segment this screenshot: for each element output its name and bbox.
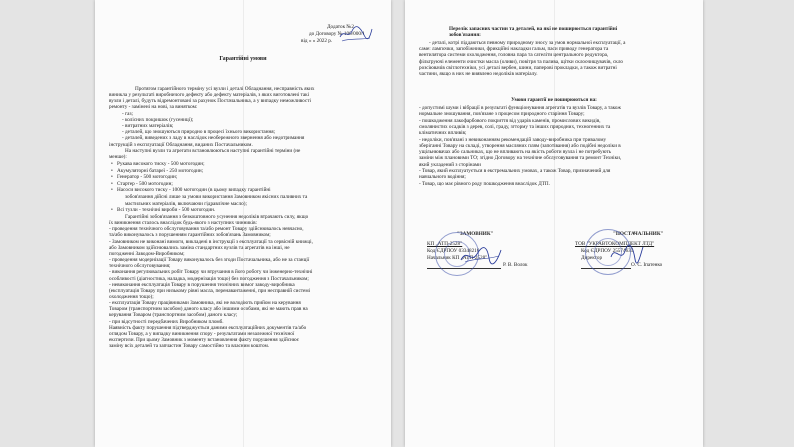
not-covered-line: нормальне зношування, пов'язане з процесом природного старіння Товару; [419,111,585,118]
contract-reference: до Договору № 100/000/1 [309,31,365,37]
body-line: їх виникнення сталось внаслідок будь-якого з наступних чинників: [109,220,257,227]
spare-parts-title-line: зобов'язання: [449,32,481,39]
document-title: Гарантійні умови [219,56,267,62]
customer-signature [459,244,503,266]
document-page-left [95,0,391,447]
not-covered-line: зберіганні Товару на складі, утворення масляних плям (запотівання) або подібні недоліки в [419,142,621,149]
not-covered-line: - Товар, що має рівного роду пошкодження внаслідок ДТП. [419,180,550,187]
body-line: - виконання регулювальних робіт Товару чи втручання в його роботу чи інженерно-технічні [109,269,313,276]
body-line: охолодження тощо); [109,293,154,300]
supplier-heading: "ПОСТАЧАЛЬНИК" [613,231,664,237]
body-line: заміну всіх деталей та запчастин Товару самостійно та власним коштом. [109,343,270,350]
bullet-icon: • [111,167,113,174]
warranty-term-item: Генератор - 500 мотогодин; [117,174,178,181]
bullet-icon: • [111,187,113,194]
body-line: та/або виконувалось з порушенням гарантійних зобов'язань Замовником; [109,232,271,239]
warranty-term-item: Стартер - 500 мотогодин; [117,180,173,187]
spare-parts-line: саме: лампочки, запобіжники, фрикційні накладки гальм, паси приводу генератора та [419,46,609,53]
not-covered-line: - пошкодження лакофарбового покриття від ударів каменів, промислових викидів, [419,117,601,124]
customer-code: Код ЄДРПОУ 03348216 [427,248,480,254]
body-line: - невиконання експлуатація Товару в порушення технічних вимог заводу-виробника [109,281,295,288]
exception-item: - витратних матеріалів; [122,123,174,130]
not-covered-line: - Товар, який експлуатується в екстремальних умовах, а також Товар, призначений для [419,168,611,174]
customer-heading: "ЗАМОВНИК" [457,231,494,237]
body-line: (експлуатація Товару при низькому рівні масла, перенавантаженні, при несправній системі [109,287,311,294]
supplier-role: Директор [581,255,603,261]
not-covered-line: який укладений з сторінами [419,161,481,168]
exception-item: - колісних покришок (гусениці); [122,117,194,124]
supplier-signature [609,243,645,265]
warranty-term-item: зобов'язання дійсні лише за умови використання Замовником якісних паливних та [125,194,308,200]
warranty-term-item: Насоси високого тиску - 1000 мотогодин (в цьому випадку гарантійні [117,187,271,194]
customer-company: КП „АТП-2528" [427,241,463,247]
bullet-icon: • [111,161,113,167]
not-covered-line: заміни між плановими ТО; згідно Договору на технічне обслуговування та ремонт Техніки, [419,155,622,162]
not-covered-title: Умови гарантії не поширюються на: [511,97,597,103]
intro-line: Протягом гарантійного терміну усі вузли і деталі Обладнання, несправність яких [135,86,315,92]
warranty-term-item: Всі тузли - технічні вироби - 500 мотогодин. [117,207,216,214]
body-line: Товаром (транспортним засобом) даного класу або іншими особами, які не мають прав на [109,306,308,313]
document-page-right [405,0,703,447]
body-line: оглядом Товару, а у випадку виникнення спору - результатами незалежної технічної [109,330,295,337]
spare-parts-line: вентилятора системи охолодження, головна пара та сателіти центрального редуктора, [419,52,609,59]
exception-item: інструкцій з експлуатації Обладнання, виданих Постачальником. [109,141,253,148]
terms-intro-line: менше): [109,154,127,161]
exception-item: - газ; [122,111,133,117]
body-line: - при відсутності передбачених Виробником пломб. [109,318,224,325]
body-line: керування Товаром (транспортним засобом) даного класу; [109,312,238,319]
customer-role: Начальник КП „АТП-2528" [427,255,488,261]
warranty-term-item: Акумуляторні батареї - 250 мотогодин; [117,167,204,174]
supplier-company: ТОВ "УКРАВТОКОМПЛЕКТ ЛТД" [575,241,655,247]
spare-parts-title-line: Перелік запасних частин та деталей, на які не поширюється гарантійні [449,26,618,32]
handwritten-contract-number [338,25,374,43]
body-line: - експлуатація Товару працівниками Замовника, які не володіють прийом на керування [109,300,301,307]
decorative-none [405,0,406,1]
body-line: експертизи. При цьому Замовник з моменту встановлення факту порушення здійснює [109,337,299,343]
bullet-icon: • [111,207,113,214]
spare-parts-line: частини, якщо в них не виявлено недоліків матеріалу. [419,71,538,77]
appendix-number: Додаток №2 [327,24,354,30]
exception-item: - деталей, виведених з ладу в наслідок необережного звернення або недотримання [122,135,305,142]
not-covered-line: - недоліки, пов'язані з невиконанням рекомендацій заводу-виробника при тривалому [419,136,607,143]
body-line: - проведення технічного обслуговування та/або ремонт Товару здійснювалось невчасно, [109,226,304,233]
exception-item: - деталей, що зношуються природно в процесі їхнього використання; [122,129,276,136]
body-line: технічного обслуговування; [109,263,171,270]
supplier-code: Код ЄДРПОУ 25574635 [581,248,634,254]
body-line: Наявність факту порушення підтверджується даними експлуатаційних документів та/або [109,324,307,331]
body-line: - проведення модернізації Товару виконувалось без згоди Постачальника, або не за станції [109,257,310,264]
intro-line: вузли і деталі, будуть відремонтовані за рахунок Постачальника, а у випадку неможливості [109,98,311,105]
contract-date: від « » 2022 р. [301,38,333,44]
spare-parts-line: фільтруючі елементи очистки масла (оливи), повітря та палива, щітки склоочищувачів, скло [419,58,624,65]
customer-signatory-name: Р. В. Волок [503,262,528,268]
terms-intro-line: На наступні вузли та агрегати встановлюються наступні гарантійні терміни (не [125,148,301,154]
warranty-term-item: Рукава високого тиску - 500 мотогодин; [117,161,205,167]
body-line: особливості (діагностика, наладка, модернізація тощо) без погодження з Постачальником; [109,275,309,282]
body-line: або Замовником здійснювались заміна стандартних вузлів та агрегатів на інші, не [109,244,290,251]
bullet-icon: • [111,174,113,181]
body-line: Гарантійні зобов'язання з безкоштовного усунення недоліків втрачають силу, якщо [125,214,309,220]
not-covered-line: - допустимі шуми і вібрації в результаті функціонування агрегатів та вузлів Товару, а також [419,105,621,111]
warranty-term-item: мастильних матеріалів, включаючи гідравлічне масло); [125,200,247,207]
body-line: погодженні Заводом-Виробником; [109,250,185,257]
bullet-icon: • [111,180,113,187]
body-line: - Замовником не виконані вимоги, викладені в інструкції з експлуатації та сервісній книжці, [109,238,313,245]
not-covered-line: ущільнювачах або сальниках, що не впливають на якість роботи вузла і не потребують [419,149,612,156]
intro-line: ремонту - замінені на нові, за винятком: [109,104,198,111]
spare-parts-line: - деталі, котрі піддаються певному природному зносу за умов нормальної експлуатації, а [429,40,626,46]
supplier-signatory-name: О. С. Іпатенко [631,262,663,268]
not-covered-line: кліматичних впливів; [419,130,467,137]
intro-line: виникла у результаті виробничого дефекту або дефекту матеріалів, з яких виготовлені такі [109,92,310,99]
not-covered-line: смолянистих осадків з дерев, солі, граду, згторму та інших природних, техногенних та [419,123,611,130]
spare-parts-line: розсіювачів світлотехніки, усі деталі вербен, шини, паперові прокладки, а також витратні [419,64,617,71]
not-covered-line: навчального водіння; [419,174,466,181]
